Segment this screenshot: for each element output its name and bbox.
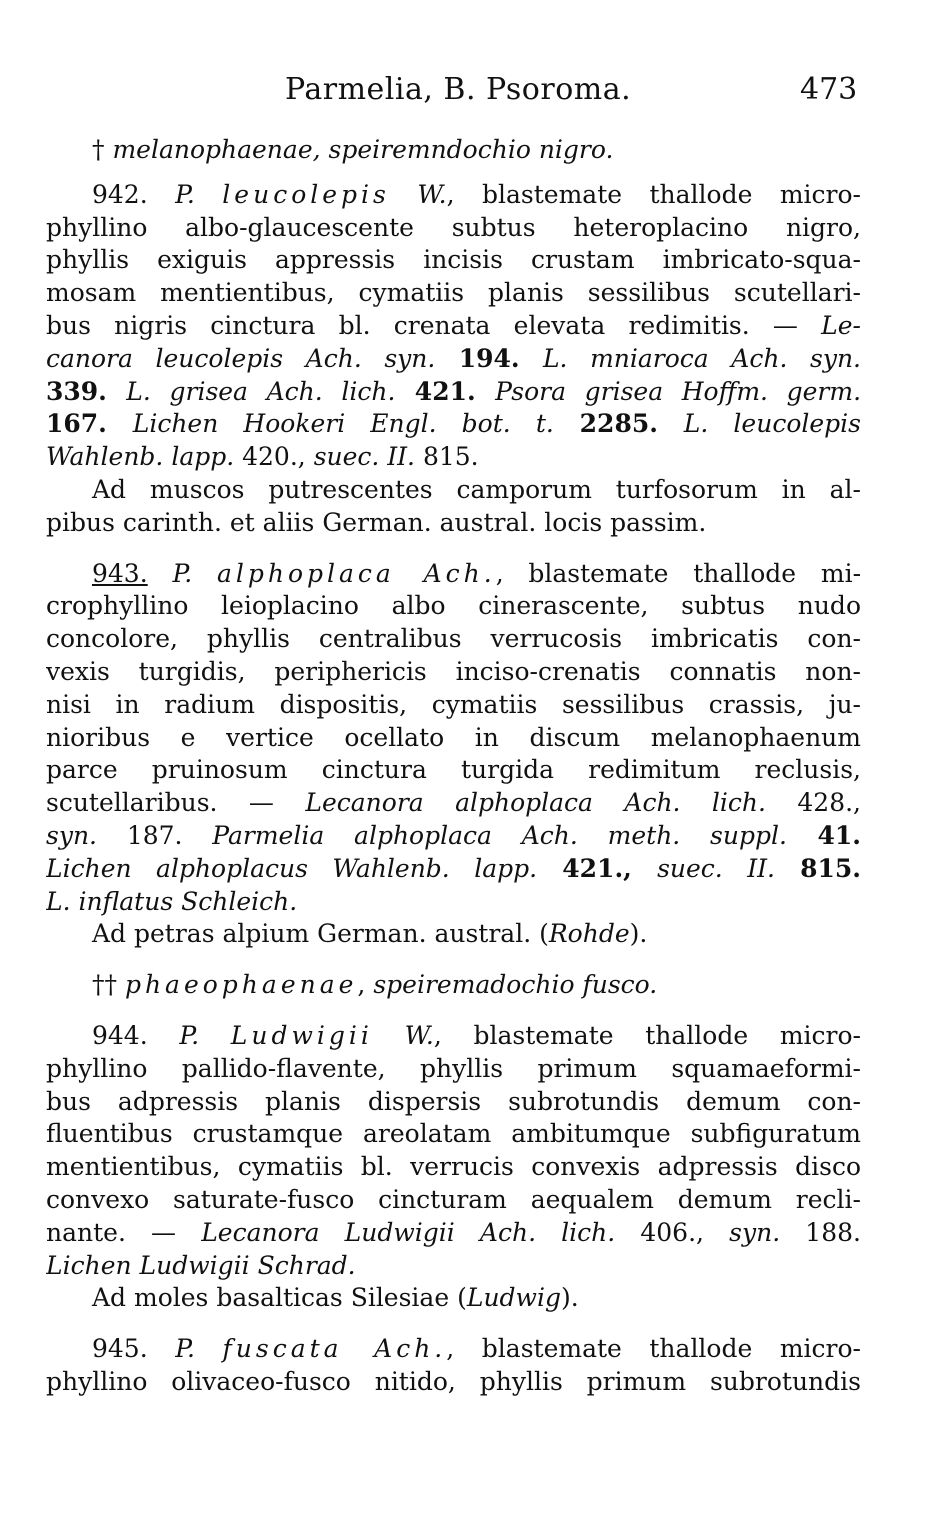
text-run: syn. [46,820,98,850]
text-run: convexo saturate-fusco cincturam aequalem demum recli- [46,1184,861,1214]
text-run: concolore, phyllis centralibus verrucosis imbricatis con- [46,624,861,654]
running-title: Parmelia, B. Psoroma. [285,72,632,107]
text-run: Lichen Ludwigii Schrad. [46,1250,356,1280]
text-run: , blastemate thallode micro- [446,179,861,209]
entry-943-line [46,689,861,722]
text-run: melanophaenae, speiremndochio nigro. [112,135,614,164]
entry-943-line [46,558,861,591]
text-run: 167. [46,409,133,439]
text-run: 421., [537,853,658,883]
text-run: P. [172,558,217,588]
text-run: suec. II. [313,442,416,472]
text-run: Ad petras alpium German. austral. ( [92,919,549,949]
text-run: 944. [92,1020,180,1050]
text-run: Lecanora Ludwigii Ach. lich. [201,1217,616,1247]
text-run: phyllino albo-glaucescente subtus heteroplacino nigro, [46,212,861,242]
entry-943-line [46,623,861,656]
text-run: bus adpressis planis dispersis subrotundis demum con- [46,1086,861,1116]
text-run: 194. [435,343,543,373]
text-run: Ludwig [466,1283,561,1313]
entry-943-line [46,787,861,820]
entry-942-line [46,179,861,212]
body-text [46,134,861,1399]
entry-945-line [46,1366,861,1399]
entry-942-line [46,310,861,343]
text-run: bus nigris cinctura bl. crenata elevata redimitis. — [46,310,822,340]
subsection-heading-melanophaenae [46,134,861,167]
text-run: Parmelia alphoplaca Ach. meth. suppl. [212,820,787,850]
text-run: 943. [92,558,148,588]
text-run: 421. [395,376,496,406]
entry-944-line [46,1217,861,1250]
entry-944-line [46,1151,861,1184]
text-run: Ad moles basalticas Silesiae ( [92,1283,467,1313]
text-run: , blastemate thallode micro- [446,1334,861,1364]
entry-944-line [46,1053,861,1086]
text-run: ). [560,1283,579,1313]
text-run: , blastemate thallode micro- [433,1020,861,1050]
entry-943-habitat [46,918,861,951]
text-run: 942. [92,179,176,209]
text-run: leucolepis [222,179,390,209]
entry-942-line [46,408,861,441]
text-run: mosam mentientibus, cymatiis planis sessilibus scutellari- [46,278,861,308]
entry-943-line [46,853,861,886]
text-run: Lichen Hookeri Engl. bot. t. [132,409,554,439]
text-run: fuscata Ach. [222,1334,447,1364]
text-run: L. inflatus Schleich. [46,886,298,916]
text-run: vexis turgidis, periphericis inciso-crenatis connatis non- [46,656,861,686]
running-head [0,72,930,112]
text-run: , [357,970,374,1000]
text-run: , blastemate thallode mi- [495,558,861,588]
entry-942-line [46,244,861,277]
text-run: 428., [765,788,861,818]
entry-943-line [46,820,861,853]
text-run: †† [92,970,125,1000]
text-run: crophyllino leioplacino albo cinerascente, subtus nudo [46,591,861,621]
text-run [373,1021,405,1050]
text-run: Psora grisea Hoffm. germ. [495,376,861,406]
text-run: Wahlenb. lapp. [46,442,235,472]
text-run: P. [175,179,223,209]
text-run [148,559,173,588]
entry-942-line [46,212,861,245]
text-run: L. mniaroca Ach. syn. [542,343,861,373]
text-run: Lichen alphoplacus Wahlenb. lapp. [46,853,538,883]
text-run: 815. [415,442,479,472]
text-run: nisi in radium dispositis, cymatiis sessilibus crassis, ju- [46,689,861,719]
text-run: mentientibus, cymatiis bl. verrucis convexis adpressis disco [46,1152,861,1182]
text-run: pibus carinth. et aliis German. austral. locis passim. [46,507,707,537]
text-run: Lecanora alphoplaca Ach. lich. [305,788,766,818]
entry-943-line [46,754,861,787]
entry-944-line [46,1020,861,1053]
entry-942-line [46,441,861,474]
text-run: P. [179,1020,231,1050]
text-run: L. leucolepis [683,409,861,439]
text-run: scutellaribus. — [46,788,306,818]
text-run: canora leucolepis Ach. syn. [46,343,436,373]
text-run: 406., [615,1217,730,1247]
text-run: W. [417,179,447,209]
subsection-heading-phaeophaenae [46,969,861,1002]
text-run: phyllino pallido-flavente, phyllis primum squamaeformi- [46,1053,861,1083]
text-run: Ad muscos putrescentes camporum turfosorum in al- [92,474,861,504]
text-run: 2285. [553,409,684,439]
text-run: 420., [234,442,314,472]
text-run: fluentibus crustamque areolatam ambitumque subfiguratum [46,1119,861,1149]
entry-943-line [46,656,861,689]
text-run: 41. [786,820,861,850]
text-run: 188. [780,1217,861,1247]
text-run: phyllis exiguis appressis incisis crustam imbricato-squa- [46,245,861,275]
entry-944-line [46,1086,861,1119]
entry-945-line [46,1333,861,1366]
text-run: phaeophaenae [124,970,358,1000]
text-run [390,180,417,209]
text-run: nante. — [46,1217,202,1247]
text-run: Rohde [548,919,630,949]
text-run: parce pruinosum cinctura turgida redimitum reclusis, [46,755,861,785]
entry-944-line [46,1184,861,1217]
text-run: 815. [774,853,861,883]
entry-943-line [46,590,861,623]
entry-944-line [46,1118,861,1151]
text-run: 187. [97,820,213,850]
text-run: L. grisea Ach. lich. [126,376,396,406]
entry-942-habitat [46,474,861,507]
text-run: Ludwigii [230,1020,373,1050]
entry-943-line [46,722,861,755]
text-run: ). [629,919,648,949]
entry-942-line [46,376,861,409]
text-run: P. [175,1334,223,1364]
entry-942-line [46,277,861,310]
entry-944-line [46,1250,861,1283]
text-run: nioribus e vertice ocellato in discum melanophaenum [46,722,861,752]
text-run: alphoplaca Ach. [216,558,496,588]
text-run: Le- [821,310,861,340]
text-run: syn. [729,1217,781,1247]
entry-942-line [46,343,861,376]
page-number: 473 [800,72,858,107]
entry-942-habitat [46,507,861,540]
text-run: 945. [92,1334,176,1364]
text-run: speiremadochio fusco. [373,970,658,1000]
text-run: W. [404,1020,434,1050]
entry-943-line [46,886,861,919]
text-run: † [92,135,113,164]
text-run: suec. II. [657,853,775,883]
text-run: phyllino olivaceo-fusco nitido, phyllis primum subrotundis [46,1366,861,1396]
entry-944-habitat [46,1282,861,1315]
text-run: 339. [46,376,127,406]
